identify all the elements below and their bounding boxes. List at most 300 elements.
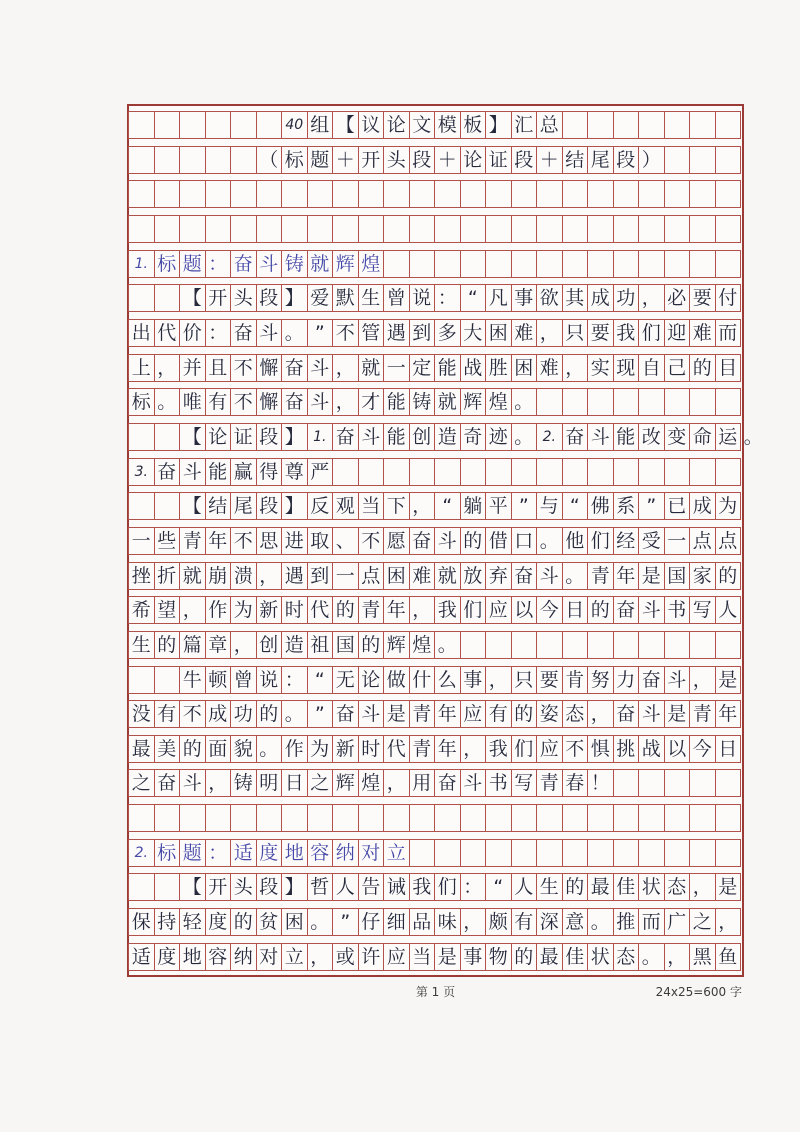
char-cell: 顿 [205,666,232,694]
char-cell: 段 [256,873,283,901]
char-cell: 汇 [511,111,538,139]
empty-cell [409,804,436,832]
empty-cell [715,458,742,486]
char-cell: 唯 [179,388,206,416]
char-cell: 深 [536,908,563,936]
char-cell: ！ [587,769,614,797]
empty-cell [434,458,461,486]
char-cell: 段 [409,146,436,174]
empty-cell [154,180,181,208]
empty-cell [689,804,716,832]
char-cell: 难 [511,319,538,347]
char-cell: 运 [715,423,742,451]
char-cell: 辉 [460,388,487,416]
empty-cell [715,839,742,867]
char-cell: 铸 [230,769,257,797]
char-cell: 对 [358,839,385,867]
empty-cell [179,804,206,832]
empty-cell [664,111,691,139]
char-cell: 到 [307,562,334,590]
char-cell: ， [154,354,181,382]
empty-cell [332,804,359,832]
char-cell: 标 [154,250,181,278]
char-cell: 点 [358,562,385,590]
char-cell: 当 [409,943,436,971]
char-cell: 就 [434,562,461,590]
grid-row [129,388,742,416]
empty-cell [434,839,461,867]
char-cell: 不 [230,527,257,555]
grid-row [129,284,742,312]
char-cell: 代 [307,596,334,624]
char-cell: “ [562,492,589,520]
char-cell: 斗 [358,423,385,451]
char-cell: 以 [664,735,691,763]
empty-cell [307,180,334,208]
empty-cell [613,839,640,867]
char-cell: 家 [689,562,716,590]
char-cell: 思 [256,527,283,555]
char-cell: 告 [358,873,385,901]
char-cell: ， [307,943,334,971]
char-cell: 段 [613,146,640,174]
empty-cell [587,631,614,659]
char-cell: 赢 [230,458,257,486]
char-cell: 诫 [383,873,410,901]
empty-cell [562,804,589,832]
char-cell: 借 [485,527,512,555]
char-cell: 奋 [434,769,461,797]
empty-cell [715,180,742,208]
char-cell: 的 [154,631,181,659]
grid-row [129,458,742,486]
char-cell: 努 [587,666,614,694]
char-cell: 放 [460,562,487,590]
char-cell: 要 [536,666,563,694]
empty-cell [485,631,512,659]
char-cell: 么 [434,666,461,694]
char-cell: 之 [128,769,155,797]
char-cell: 国 [664,562,691,590]
char-cell: ” [332,908,359,936]
char-cell: 煌 [485,388,512,416]
empty-cell [689,388,716,416]
char-cell: 的 [256,700,283,728]
empty-cell [460,804,487,832]
char-cell: ， [383,769,410,797]
empty-cell [358,215,385,243]
char-cell: 奋 [562,423,589,451]
grid-row [129,666,742,694]
char-cell: 能 [434,354,461,382]
empty-cell [383,458,410,486]
empty-cell [205,180,232,208]
empty-cell [638,804,665,832]
char-cell: 口 [511,527,538,555]
char-cell: 奋 [281,388,308,416]
char-cell: 论 [358,666,385,694]
char-cell: 爱 [307,284,334,312]
empty-cell [358,804,385,832]
char-cell: 挑 [613,735,640,763]
char-cell: 奋 [409,527,436,555]
char-cell: 造 [434,423,461,451]
empty-cell [715,388,742,416]
char-cell: 篇 [179,631,206,659]
grid-row [129,354,742,382]
char-cell: 态 [613,943,640,971]
char-cell: 论 [460,146,487,174]
char-cell: 最 [128,735,155,763]
empty-cell [154,804,181,832]
empty-cell [332,215,359,243]
char-cell: 事 [511,284,538,312]
char-cell: 为 [230,596,257,624]
empty-cell [205,111,232,139]
char-cell: 的 [511,943,538,971]
char-cell: ， [409,596,436,624]
empty-cell [205,215,232,243]
empty-cell [613,180,640,208]
char-cell: 证 [230,423,257,451]
char-cell: ： [205,319,232,347]
empty-cell [536,839,563,867]
grid-row [129,215,742,243]
char-cell: 奋 [511,562,538,590]
char-cell: ， [332,388,359,416]
char-cell: 的 [689,354,716,382]
char-cell: 一 [383,354,410,382]
char-cell: 推 [613,908,640,936]
char-cell: 难 [409,562,436,590]
char-cell: 难 [536,354,563,382]
char-cell: 青 [587,562,614,590]
char-cell: 品 [409,908,436,936]
char-cell: 2. [536,423,563,451]
char-cell: 【 [179,423,206,451]
char-cell: 写 [511,769,538,797]
char-cell: ： [281,666,308,694]
char-cell: 改 [638,423,665,451]
empty-cell [664,388,691,416]
char-cell: 态 [664,873,691,901]
char-cell: 不 [230,388,257,416]
char-cell: 颇 [485,908,512,936]
char-cell: 挫 [128,562,155,590]
char-cell: 贫 [256,908,283,936]
char-cell: ， [332,354,359,382]
char-cell: 佳 [562,943,589,971]
empty-cell [715,769,742,797]
empty-cell [664,769,691,797]
char-cell: 们 [638,319,665,347]
empty-cell [536,180,563,208]
empty-cell [536,388,563,416]
char-cell: 严 [307,458,334,486]
empty-cell [664,804,691,832]
char-cell: 就 [307,250,334,278]
char-cell: 年 [383,596,410,624]
empty-cell [256,180,283,208]
char-cell: 无 [332,666,359,694]
char-cell: 遇 [281,562,308,590]
empty-cell [638,215,665,243]
char-cell: ， [230,631,257,659]
empty-cell [460,631,487,659]
char-cell: 才 [358,388,385,416]
char-cell: 已 [664,492,691,520]
empty-cell [715,804,742,832]
char-cell: 事 [460,943,487,971]
char-cell: 辉 [383,631,410,659]
empty-cell [587,111,614,139]
char-cell: 度 [205,908,232,936]
char-cell: 己 [664,354,691,382]
empty-cell [587,804,614,832]
empty-cell [128,873,155,901]
char-cell: 为 [307,735,334,763]
empty-cell [664,631,691,659]
empty-cell [689,458,716,486]
char-cell: 貌 [230,735,257,763]
char-cell: 地 [281,839,308,867]
empty-cell [230,215,257,243]
char-cell: 成 [689,492,716,520]
char-cell: 就 [179,562,206,590]
char-cell: 创 [256,631,283,659]
empty-cell [409,458,436,486]
char-cell: 欲 [536,284,563,312]
char-cell: 段 [256,423,283,451]
char-cell: 辉 [332,250,359,278]
char-cell: 用 [409,769,436,797]
char-cell: 斗 [638,700,665,728]
char-cell: 奋 [230,319,257,347]
char-cell: 尾 [230,492,257,520]
empty-cell [154,873,181,901]
empty-cell [358,180,385,208]
char-cell: 能 [613,423,640,451]
empty-cell [485,839,512,867]
char-cell: 点 [689,527,716,555]
grid-row [129,908,742,936]
char-cell: 崩 [205,562,232,590]
empty-cell [613,631,640,659]
char-cell: 】 [485,111,512,139]
char-cell: 定 [409,354,436,382]
char-cell: 段 [256,284,283,312]
empty-cell [536,458,563,486]
char-cell: 。 [587,908,614,936]
empty-cell [383,180,410,208]
char-cell: 斗 [460,769,487,797]
empty-cell [689,631,716,659]
empty-cell [434,180,461,208]
char-cell: 标 [128,388,155,416]
char-cell: 国 [332,631,359,659]
char-cell: 的 [715,562,742,590]
char-cell: 青 [536,769,563,797]
char-cell: 没 [128,700,155,728]
char-cell: 不 [358,527,385,555]
char-cell: 应 [536,735,563,763]
char-cell: 我 [409,873,436,901]
empty-cell [179,146,206,174]
char-cell: 。 [536,527,563,555]
char-cell: 与 [536,492,563,520]
char-cell: 年 [613,562,640,590]
char-cell: 度 [154,943,181,971]
empty-cell [256,804,283,832]
empty-cell [128,423,155,451]
empty-cell [562,631,589,659]
char-cell: 奋 [154,769,181,797]
empty-cell [307,804,334,832]
char-cell: ” [307,700,334,728]
char-cell: 【 [332,111,359,139]
empty-cell [689,250,716,278]
char-cell: 的 [358,631,385,659]
char-cell: 总 [536,111,563,139]
char-cell: 鱼 [715,943,742,971]
empty-cell [536,250,563,278]
char-cell: 曾 [230,666,257,694]
char-cell: 立 [383,839,410,867]
char-cell: 是 [434,943,461,971]
char-cell: 煌 [409,631,436,659]
empty-cell [128,284,155,312]
char-cell: 就 [358,354,385,382]
empty-cell [434,250,461,278]
char-cell: 最 [536,943,563,971]
char-cell: ， [638,284,665,312]
char-cell: 题 [307,146,334,174]
empty-cell [638,631,665,659]
char-cell: ， [485,666,512,694]
char-cell: 他 [562,527,589,555]
char-cell: ＋ [332,146,359,174]
char-cell: 些 [154,527,181,555]
empty-cell [205,146,232,174]
char-cell: 惧 [587,735,614,763]
char-cell: 平 [485,492,512,520]
empty-cell [613,458,640,486]
char-cell: ， [460,735,487,763]
empty-cell [230,146,257,174]
char-cell: 曾 [383,284,410,312]
empty-cell [587,458,614,486]
empty-cell [638,388,665,416]
char-cell: ： [205,250,232,278]
char-cell: 下 [383,492,410,520]
char-cell: 新 [256,596,283,624]
char-cell: 佳 [613,873,640,901]
char-cell: 年 [434,700,461,728]
char-cell: 的 [230,908,257,936]
empty-cell [230,804,257,832]
grid-row [129,596,742,624]
char-cell: 是 [715,873,742,901]
char-cell: 经 [613,527,640,555]
char-cell: 头 [230,873,257,901]
char-cell: 有 [154,700,181,728]
char-cell: 望 [154,596,181,624]
char-cell: 头 [383,146,410,174]
char-cell: 黑 [689,943,716,971]
char-cell: 。 [743,425,763,448]
grid-row [129,250,742,278]
empty-cell [613,215,640,243]
grid-row [129,769,742,797]
char-cell: 变 [664,423,691,451]
grid-row [129,804,742,832]
empty-cell [638,458,665,486]
char-cell: 功 [613,284,640,312]
char-cell: 希 [128,596,155,624]
empty-cell [613,111,640,139]
empty-cell [154,492,181,520]
grid-row [129,146,742,174]
empty-cell [230,180,257,208]
char-cell: 们 [587,527,614,555]
char-cell: 奇 [460,423,487,451]
char-cell: 许 [358,943,385,971]
char-cell: 年 [434,735,461,763]
char-cell: 标 [154,839,181,867]
char-cell: 斗 [434,527,461,555]
char-cell: 能 [383,423,410,451]
char-cell: ， [205,769,232,797]
char-cell: 斗 [536,562,563,590]
empty-cell [638,839,665,867]
empty-cell [613,388,640,416]
grid-row [129,319,742,347]
empty-cell [281,180,308,208]
char-cell: 困 [511,354,538,382]
char-cell: 是 [664,700,691,728]
char-cell: 。 [562,562,589,590]
char-cell: 立 [281,943,308,971]
char-cell: 什 [409,666,436,694]
char-cell: 结 [562,146,589,174]
char-cell: 1. [307,423,334,451]
empty-cell [613,804,640,832]
char-cell: 论 [383,111,410,139]
empty-cell [485,804,512,832]
char-cell: 斗 [638,596,665,624]
char-cell: 奋 [281,354,308,382]
empty-cell [154,666,181,694]
char-cell: ＋ [536,146,563,174]
char-cell: 斗 [587,423,614,451]
char-cell: 实 [587,354,614,382]
char-cell: 模 [434,111,461,139]
char-cell: 反 [307,492,334,520]
char-cell: 论 [205,423,232,451]
char-cell: 创 [409,423,436,451]
char-cell: 为 [715,492,742,520]
char-cell: 斗 [358,700,385,728]
char-cell: 奋 [230,250,257,278]
char-cell: 保 [128,908,155,936]
char-cell: 青 [689,700,716,728]
char-cell: 一 [128,527,155,555]
char-cell: 取 [307,527,334,555]
empty-cell [485,250,512,278]
composition-sheet [127,104,763,977]
char-cell: 迎 [664,319,691,347]
empty-cell [128,215,155,243]
